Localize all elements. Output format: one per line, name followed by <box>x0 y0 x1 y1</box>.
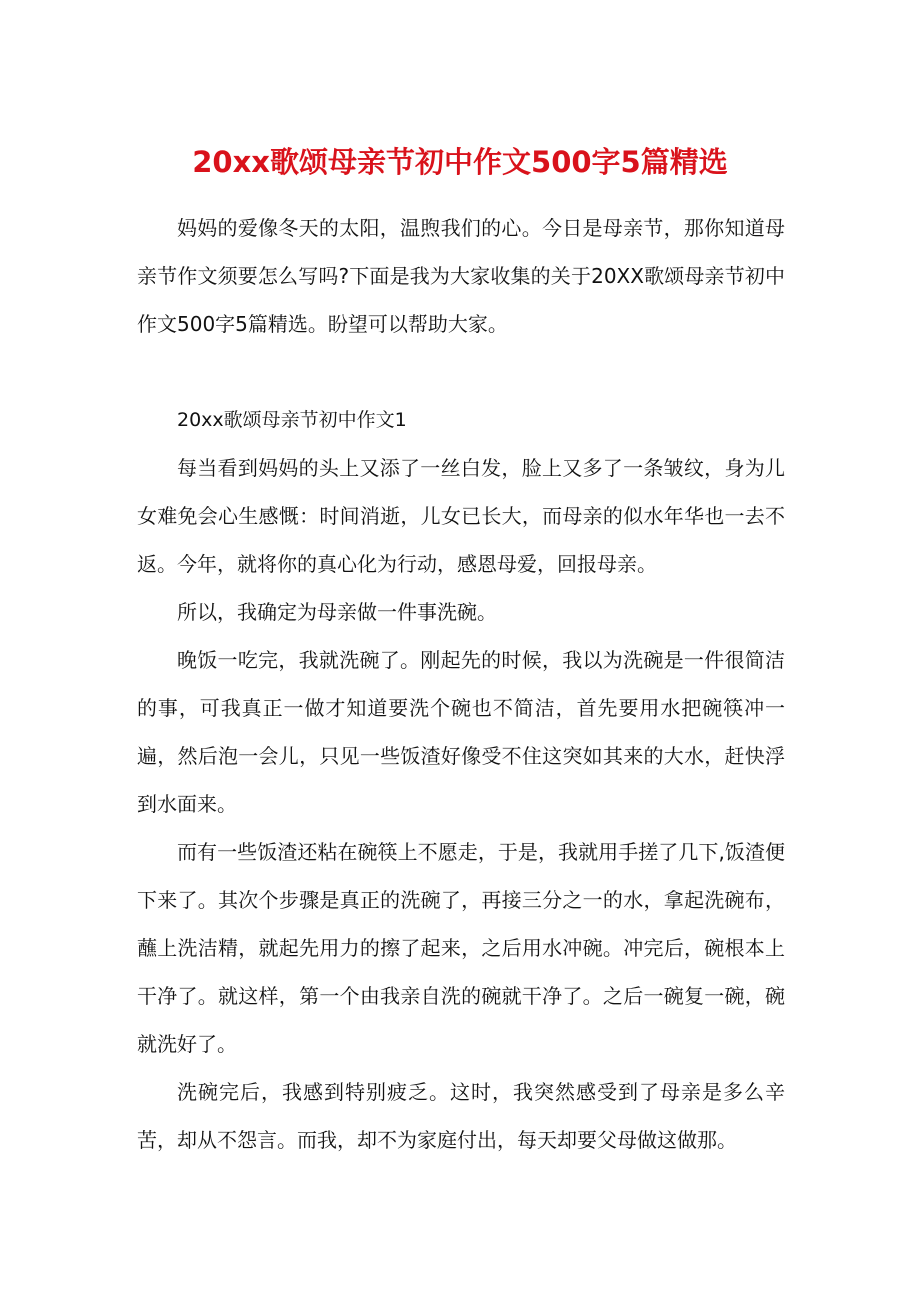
body-paragraph: 洗碗完后，我感到特别疲乏。这时，我突然感受到了母亲是多么辛苦，却从不怨言。而我，却不为家庭付出，每天却要父母做这做那。 <box>137 1080 785 1152</box>
body-paragraph: 每当看到妈妈的头上又添了一丝白发，脸上又多了一条皱纹，身为儿女难免会心生感慨：时间消逝，儿女已长大，而母亲的似水年华也一去不返。今年，就将你的真心化为行动，感恩母爱，回报母亲。 <box>137 456 785 576</box>
document-title: 20xx歌颂母亲节初中作文500字5篇精选 <box>192 145 728 179</box>
intro-paragraph: 妈妈的爱像冬天的太阳，温煦我们的心。今日是母亲节，那你知道母亲节作文须要怎么写吗?下面是我为大家收集的关于20XX歌颂母亲节初中作文500字5篇精选。盼望可以帮助大家。 <box>137 216 785 336</box>
body-paragraph: 而有一些饭渣还粘在碗筷上不愿走，于是，我就用手搓了几下,饭渣便下来了。其次个步骤是真正的洗碗了，再接三分之一的水，拿起洗碗布，蘸上洗洁精，就起先用力的擦了起来，之后用水冲碗。冲完后，碗根本上干净了。就这样，第一个由我亲自洗的碗就干净了。之后一碗复一碗，碗就洗好了。 <box>137 840 785 1056</box>
body-paragraph: 所以，我确定为母亲做一件事洗碗。 <box>177 600 497 624</box>
document-body <box>137 204 785 1164</box>
body-paragraph: 晚饭一吃完，我就洗碗了。刚起先的时候，我以为洗碗是一件很简洁的事，可我真正一做才知道要洗个碗也不简洁，首先要用水把碗筷冲一遍，然后泡一会儿，只见一些饭渣好像受不住这突如其来的大水，赶快浮到水面来。 <box>137 648 785 816</box>
section-heading: 20xx歌颂母亲节初中作文1 <box>177 409 407 431</box>
